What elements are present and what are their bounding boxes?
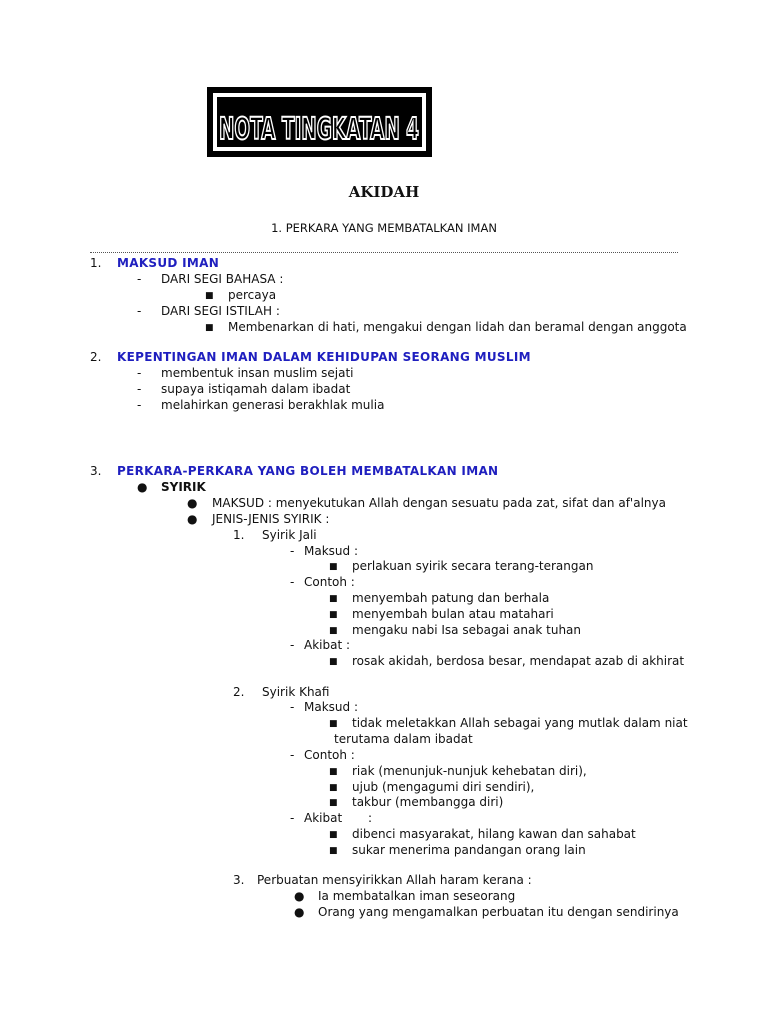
item-title: Perbuatan mensyirikkan Allah haram kerana :	[257, 873, 532, 887]
list-item: Maksud :	[304, 544, 358, 558]
square-bullet: ■	[329, 719, 338, 729]
square-bullet: ■	[205, 291, 214, 301]
section-heading: PERKARA-PERKARA YANG BOLEH MEMBATALKAN IMAN	[117, 464, 499, 478]
square-bullet: ■	[329, 594, 338, 604]
list-item: mengaku nabi Isa sebagai anak tuhan	[352, 623, 582, 637]
dash-bullet: -	[290, 544, 295, 558]
list-item: Contoh :	[304, 575, 355, 589]
round-bullet: ●	[187, 512, 198, 526]
page-subtitle: 1. PERKARA YANG MEMBATALKAN IMAN	[271, 221, 497, 235]
square-bullet: ■	[329, 610, 338, 620]
subsection-heading: SYIRIK	[161, 480, 206, 494]
dash-bullet: -	[290, 638, 295, 652]
dash-bullet: -	[137, 272, 142, 286]
banner-text: NOTA TINGKATAN 4	[219, 112, 419, 147]
section-number: 2.	[90, 350, 102, 364]
dash-bullet: -	[137, 366, 142, 380]
square-bullet: ■	[205, 323, 214, 333]
item-title: Syirik Khafi	[262, 685, 330, 699]
page-title: AKIDAH	[348, 183, 420, 201]
list-item: supaya istiqamah dalam ibadat	[161, 382, 351, 396]
list-item: JENIS-JENIS SYIRIK :	[212, 512, 330, 526]
section-heading: MAKSUD IMAN	[117, 256, 220, 270]
list-item: percaya	[228, 288, 277, 302]
list-item: Maksud :	[304, 700, 358, 714]
square-bullet: ■	[329, 657, 338, 667]
divider	[90, 252, 678, 253]
list-item: rosak akidah, berdosa besar, mendapat azab di akhirat	[352, 654, 685, 668]
round-bullet: ●	[137, 480, 148, 494]
list-item-continuation: terutama dalam ibadat	[334, 732, 473, 746]
item-number: 1.	[233, 528, 245, 542]
round-bullet: ●	[294, 889, 305, 903]
item-number: 2.	[233, 685, 245, 699]
list-item: takbur (membangga diri)	[352, 795, 504, 809]
list-item: melahirkan generasi berakhlak mulia	[161, 398, 385, 412]
square-bullet: ■	[329, 830, 338, 840]
square-bullet: ■	[329, 798, 338, 808]
square-bullet: ■	[329, 767, 338, 777]
round-bullet: ●	[187, 496, 198, 510]
item-number: 3.	[233, 873, 245, 887]
dash-bullet: -	[290, 575, 295, 589]
square-bullet: ■	[329, 626, 338, 636]
square-bullet: ■	[329, 562, 338, 572]
list-item: riak (menunjuk-nunjuk kehebatan diri),	[352, 764, 587, 778]
dash-bullet: -	[137, 398, 142, 412]
list-item: menyembah bulan atau matahari	[352, 607, 554, 621]
list-item: perlakuan syirik secara terang-terangan	[352, 559, 594, 573]
list-item: :	[368, 811, 373, 825]
dash-bullet: -	[137, 304, 142, 318]
list-item: Akibat :	[304, 638, 351, 652]
list-item: dibenci masyarakat, hilang kawan dan sahabat	[352, 827, 636, 841]
list-item: Ia membatalkan iman seseorang	[318, 889, 516, 903]
dash-bullet: -	[290, 700, 295, 714]
list-item: Contoh :	[304, 748, 355, 762]
item-title: Syirik Jali	[262, 528, 317, 542]
list-item: ujub (mengagumi diri sendiri),	[352, 780, 535, 794]
list-item: sukar menerima pandangan orang lain	[352, 843, 586, 857]
list-item: membentuk insan muslim sejati	[161, 366, 354, 380]
list-item: DARI SEGI ISTILAH :	[161, 304, 280, 318]
title-banner	[207, 87, 432, 157]
list-item: MAKSUD : menyekutukan Allah dengan sesuatu pada zat, sifat dan af'alnya	[212, 496, 666, 510]
dash-bullet: -	[137, 382, 142, 396]
list-item: DARI SEGI BAHASA :	[161, 272, 284, 286]
dash-bullet: -	[290, 748, 295, 762]
list-item: Akibat	[304, 811, 343, 825]
section-number: 3.	[90, 464, 102, 478]
list-item: Orang yang mengamalkan perbuatan itu dengan sendirinya	[318, 905, 679, 919]
dash-bullet: -	[290, 811, 295, 825]
square-bullet: ■	[329, 783, 338, 793]
section-number: 1.	[90, 256, 102, 270]
square-bullet: ■	[329, 846, 338, 856]
list-item: Membenarkan di hati, mengakui dengan lidah dan beramal dengan anggota	[228, 320, 687, 334]
section-heading: KEPENTINGAN IMAN DALAM KEHIDUPAN SEORANG MUSLIM	[117, 350, 531, 364]
list-item: menyembah patung dan berhala	[352, 591, 550, 605]
list-item: tidak meletakkan Allah sebagai yang mutlak dalam niat	[352, 716, 688, 730]
banner-graphic	[207, 87, 432, 157]
round-bullet: ●	[294, 905, 305, 919]
